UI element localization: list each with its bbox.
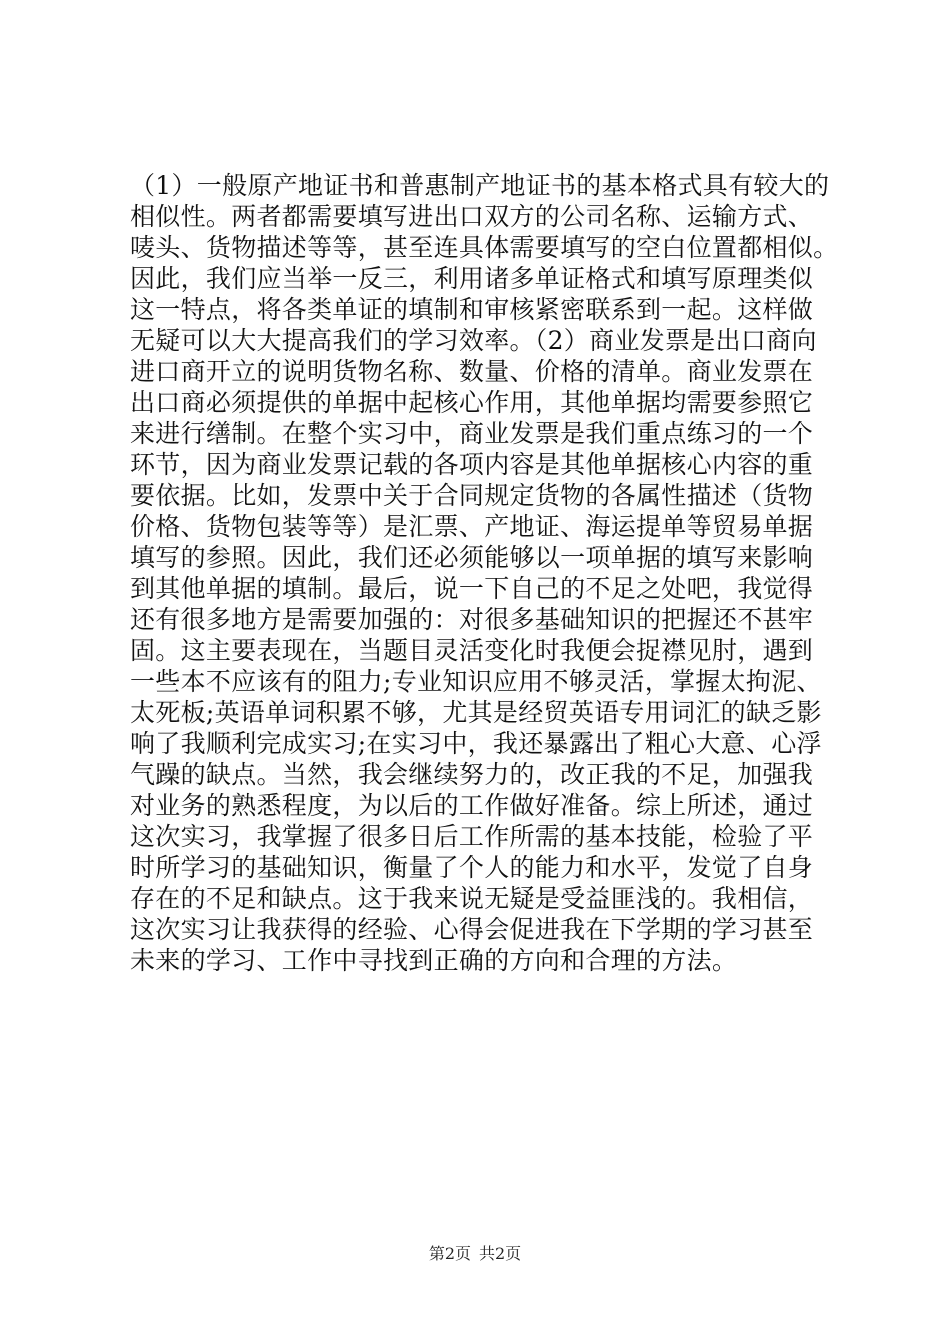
text-line: 进口商开立的说明货物名称、数量、价格的清单。商业发票在 bbox=[130, 357, 814, 386]
page-number: 第2页 bbox=[428, 1244, 471, 1263]
text-line: （1）一般原产地证书和普惠制产地证书的基本格式具有较大的 bbox=[130, 171, 830, 200]
text-line: 这一特点，将各类单证的填制和审核紧密联系到一起。这样做 bbox=[130, 295, 814, 324]
text-line: 响了我顺利完成实习;在实习中，我还暴露出了粗心大意、心浮 bbox=[130, 729, 822, 758]
text-line: 要依据。比如，发票中关于合同规定货物的各属性描述（货物 bbox=[130, 481, 814, 510]
text-line: 时所学习的基础知识，衡量了个人的能力和水平，发觉了自身 bbox=[130, 853, 814, 882]
text-line: 存在的不足和缺点。这于我来说无疑是受益匪浅的。我相信， bbox=[130, 884, 814, 913]
text-line: 出口商必须提供的单据中起核心作用，其他单据均需要参照它 bbox=[130, 388, 814, 417]
page-total: 共2页 bbox=[479, 1244, 522, 1263]
text-line: 太死板;英语单词积累不够，尤其是经贸英语专用词汇的缺乏影 bbox=[130, 698, 822, 727]
text-line: 未来的学习、工作中寻找到正确的方向和合理的方法。 bbox=[130, 946, 738, 975]
text-line: 气躁的缺点。当然，我会继续努力的，改正我的不足，加强我 bbox=[130, 760, 814, 789]
text-line: 到其他单据的填制。最后，说一下自己的不足之处吧，我觉得 bbox=[130, 574, 814, 603]
text-line: 无疑可以大大提高我们的学习效率。（2）商业发票是出口商向 bbox=[130, 326, 817, 355]
text-line: 唛头、货物描述等等，甚至连具体需要填写的空白位置都相似。 bbox=[130, 233, 839, 262]
text-line: 价格、货物包装等等）是汇票、产地证、海运提单等贸易单据 bbox=[130, 512, 814, 541]
text-line: 环节，因为商业发票记载的各项内容是其他单据核心内容的重 bbox=[130, 450, 814, 479]
text-line: 来进行缮制。在整个实习中，商业发票是我们重点练习的一个 bbox=[130, 419, 814, 448]
text-line: 这次实习，我掌握了很多日后工作所需的基本技能，检验了平 bbox=[130, 822, 814, 851]
text-line: 填写的参照。因此，我们还必须能够以一项单据的填写来影响 bbox=[130, 543, 814, 572]
text-line: 因此，我们应当举一反三，利用诸多单证格式和填写原理类似 bbox=[130, 264, 814, 293]
page-footer bbox=[0, 1243, 950, 1265]
text-line: 一些本不应该有的阻力;专业知识应用不够灵活，掌握太拘泥、 bbox=[130, 667, 822, 696]
body-text bbox=[130, 170, 839, 976]
text-line: 对业务的熟悉程度，为以后的工作做好准备。综上所述，通过 bbox=[130, 791, 814, 820]
text-line: 相似性。两者都需要填写进出口双方的公司名称、运输方式、 bbox=[130, 202, 814, 231]
text-line: 这次实习让我获得的经验、心得会促进我在下学期的学习甚至 bbox=[130, 915, 814, 944]
text-line: 固。这主要表现在，当题目灵活变化时我便会捉襟见肘，遇到 bbox=[130, 636, 814, 665]
text-line: 还有很多地方是需要加强的：对很多基础知识的把握还不甚牢 bbox=[130, 605, 814, 634]
